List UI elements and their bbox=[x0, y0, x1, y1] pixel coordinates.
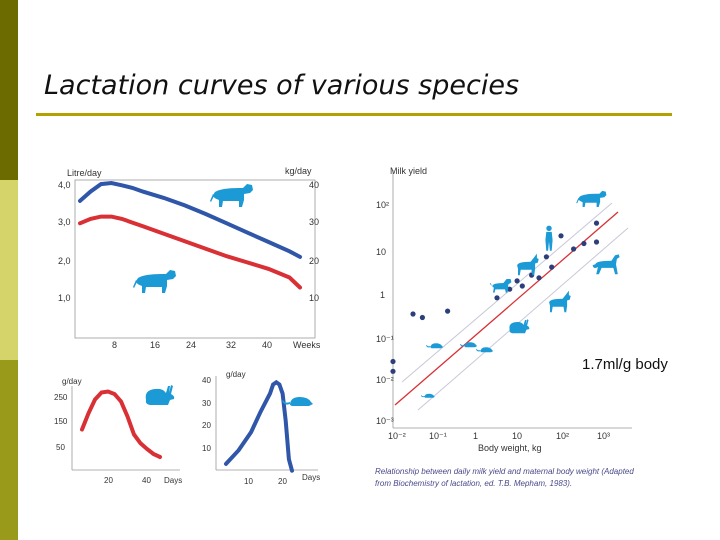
rat-chart-xtick: 20 bbox=[278, 477, 287, 486]
rabbit-chart bbox=[54, 377, 182, 485]
scatter-point bbox=[420, 315, 425, 320]
rabbit-chart-xtick: 20 bbox=[104, 476, 113, 485]
scatter-ytick: 10⁻² bbox=[376, 375, 394, 385]
cow-chart-ytick-left: 3,0 bbox=[58, 217, 71, 227]
scatter-point bbox=[390, 369, 395, 374]
scatter-caption: Relationship between daily milk yield and maternal body weight (Adapted bbox=[375, 467, 634, 476]
cow-chart-ytick-right: 30 bbox=[309, 217, 320, 227]
scatter-point bbox=[536, 275, 541, 280]
scatter-band-lower bbox=[418, 228, 628, 410]
rat-chart bbox=[202, 370, 320, 486]
rat-chart-series-line bbox=[226, 382, 292, 470]
cow-chart-series-line bbox=[80, 217, 300, 288]
scatter-caption: from Biochemistry of lactation, ed. T.B. Mepham, 1983). bbox=[375, 479, 573, 488]
cow-chart-ytick-left: 1,0 bbox=[58, 293, 71, 303]
rat-chart-ytick: 20 bbox=[202, 421, 211, 430]
scatter-ytick: 10 bbox=[376, 247, 387, 257]
human-icon bbox=[545, 226, 552, 251]
scatter-point bbox=[571, 246, 576, 251]
rat-chart-xtick: 10 bbox=[244, 477, 253, 486]
rabbit-chart-ytick: 50 bbox=[56, 443, 65, 452]
scatter-xtick: 10⁻² bbox=[388, 431, 406, 441]
rat-chart-xlabel: Days bbox=[302, 473, 321, 482]
rat-chart-ytick: 30 bbox=[202, 399, 211, 408]
cow-chart-series-line bbox=[80, 183, 300, 257]
scatter-point bbox=[581, 241, 586, 246]
rabbit-chart-ylabel: g/day bbox=[62, 377, 82, 386]
slide-title: Lactation curves of various species bbox=[44, 70, 520, 101]
rat-icon bbox=[421, 394, 435, 398]
scatter-point bbox=[515, 278, 520, 283]
scatter-ytick: 1 bbox=[380, 290, 386, 300]
annotation-note: 1.7ml/g body bbox=[582, 356, 668, 373]
cow-chart bbox=[58, 166, 321, 350]
cow-icon bbox=[576, 191, 606, 207]
cow-chart-ytick-right: 10 bbox=[309, 293, 320, 303]
cow-icon bbox=[210, 184, 253, 207]
cow-icon bbox=[133, 270, 176, 293]
scatter-regression-line bbox=[395, 212, 618, 405]
rat-icon bbox=[282, 397, 313, 406]
milk-yield-scatter bbox=[375, 166, 634, 488]
scatter-xtick: 10³ bbox=[597, 431, 611, 441]
cow-chart-ytick-right: 20 bbox=[309, 256, 320, 266]
scatter-xtick: 10² bbox=[556, 431, 570, 441]
rabbit-icon bbox=[509, 319, 529, 333]
scatter-point bbox=[594, 239, 599, 244]
cow-chart-xlabel: Weeks bbox=[293, 340, 321, 350]
cow-chart-xtick: 40 bbox=[262, 340, 273, 350]
cow-chart-xtick: 32 bbox=[226, 340, 237, 350]
rat-chart-ytick: 40 bbox=[202, 376, 211, 385]
scatter-point bbox=[544, 254, 549, 259]
rat-chart-ytick: 10 bbox=[202, 444, 211, 453]
scatter-point bbox=[390, 359, 395, 364]
cow-chart-ytick-left: 2,0 bbox=[58, 256, 71, 266]
scatter-ytick: 10⁻¹ bbox=[376, 334, 394, 344]
cow-chart-xtick: 24 bbox=[186, 340, 197, 350]
scatter-point bbox=[410, 311, 415, 316]
scatter-ylabel: Milk yield bbox=[390, 166, 428, 176]
cow-chart-ylabel-right: kg/day bbox=[285, 166, 312, 176]
rabbit-chart-xlabel: Days bbox=[164, 476, 183, 485]
rabbit-chart-ytick: 250 bbox=[54, 393, 68, 402]
cow-chart-ytick-right: 40 bbox=[309, 180, 320, 190]
scatter-xtick: 1 bbox=[473, 431, 479, 441]
cow-chart-frame bbox=[75, 180, 315, 338]
cow-chart-xtick: 16 bbox=[150, 340, 161, 350]
scatter-ytick: 10⁻³ bbox=[376, 416, 394, 426]
scatter-xtick: 10⁻¹ bbox=[429, 431, 447, 441]
horse-icon bbox=[593, 254, 620, 274]
rabbit-icon bbox=[146, 385, 175, 405]
rat-icon bbox=[426, 343, 443, 348]
scatter-point bbox=[549, 265, 554, 270]
cow-chart-xtick: 8 bbox=[112, 340, 118, 350]
rabbit-chart-xtick: 40 bbox=[142, 476, 151, 485]
scatter-xtick: 10 bbox=[512, 431, 523, 441]
rat-icon bbox=[476, 347, 493, 352]
scatter-point bbox=[594, 221, 599, 226]
cow-chart-ytick-left: 4,0 bbox=[58, 180, 71, 190]
rat-chart-ylabel: g/day bbox=[226, 370, 246, 379]
scatter-point bbox=[445, 309, 450, 314]
scatter-ytick: 10² bbox=[376, 200, 390, 210]
scatter-point bbox=[494, 295, 499, 300]
goat-icon bbox=[517, 254, 539, 276]
scatter-point bbox=[558, 233, 563, 238]
scatter-point bbox=[520, 283, 525, 288]
cow-chart-ylabel-left: Litre/day bbox=[67, 168, 102, 178]
scatter-xlabel: Body weight, kg bbox=[478, 443, 542, 453]
rabbit-chart-ytick: 150 bbox=[54, 417, 68, 426]
